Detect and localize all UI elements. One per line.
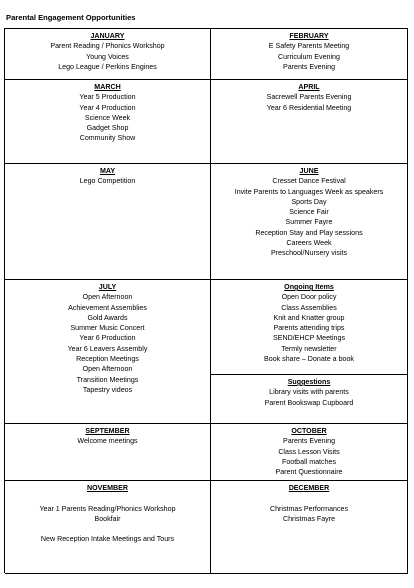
list-item: Parents Evening — [282, 62, 336, 71]
list-item: Library visits with parents — [269, 388, 349, 397]
list-item: Cresset Dance Festival — [272, 177, 346, 186]
list-item: Tapestry videos — [82, 385, 133, 394]
list-item: Parent Reading / Phonics Workshop — [50, 42, 165, 51]
page-title: Parental Engagement Opportunities — [6, 13, 136, 22]
list-item: Year 5 Production — [79, 93, 136, 102]
list-item: Parents Evening — [282, 437, 336, 446]
spacer — [211, 493, 407, 503]
cell-heading: SEPTEMBER — [85, 427, 130, 435]
list-item: Sports Day — [291, 197, 327, 206]
list-item: Community Show — [79, 134, 136, 143]
list-item: Book share – Donate a book — [264, 355, 354, 364]
cell-heading: FEBRUARY — [289, 32, 329, 40]
cell-heading: MAY — [99, 167, 116, 175]
list-item: Curriculum Evening — [278, 52, 340, 61]
cell-may — [5, 164, 211, 280]
cell-suggestions — [211, 375, 408, 424]
list-item: Sacrewell Parents Evening — [266, 93, 352, 102]
cell-heading: MARCH — [94, 83, 121, 91]
list-item: Parent Bookswap Cupboard — [264, 398, 354, 407]
list-item: Year 6 Residential Meeting — [266, 103, 352, 112]
cell-heading: JULY — [98, 283, 117, 291]
list-item: Invite Parents to Languages Week as speakers — [234, 187, 384, 196]
cell-heading: JANUARY — [90, 32, 125, 40]
list-item: Summer Music Concert — [70, 324, 145, 333]
list-item: Science Week — [84, 113, 131, 122]
list-item: Parents attending trips — [273, 324, 345, 333]
cell-july — [5, 280, 211, 424]
list-item: Gold Awards — [87, 313, 128, 322]
list-item: Reception Stay and Play sessions — [255, 228, 363, 237]
list-item: Transition Meetings — [76, 375, 139, 384]
list-item: Bookfair — [94, 514, 121, 523]
list-item: Knit and Knatter group — [273, 313, 345, 322]
cell-october — [211, 424, 408, 481]
cell-december — [211, 481, 408, 574]
list-item: Year 4 Production — [79, 103, 136, 112]
cell-heading: APRIL — [298, 83, 320, 91]
cell-heading: Suggestions — [287, 378, 331, 386]
list-item: Class Assemblies — [281, 303, 337, 312]
list-item: Achievement Assemblies — [68, 303, 147, 312]
list-item: Open Afternoon — [82, 293, 133, 302]
cell-september — [5, 424, 211, 481]
cell-march — [5, 80, 211, 164]
list-item: SEND/EHCP Meetings — [272, 334, 345, 343]
cell-heading: DECEMBER — [288, 484, 330, 492]
list-item: Gadget Shop — [86, 124, 129, 133]
list-item: Lego League / Perkins Engines — [58, 62, 157, 71]
list-item: Year 1 Parents Reading/Phonics Workshop — [39, 504, 176, 513]
list-item: Young Voices — [86, 52, 129, 61]
cell-heading: NOVEMBER — [87, 484, 128, 492]
list-item: Open Door policy — [281, 293, 337, 302]
cell-april — [211, 80, 408, 164]
cell-january — [5, 29, 211, 80]
list-item: Open Afternoon — [82, 365, 133, 374]
cell-heading: Ongoing Items — [284, 283, 334, 291]
cell-heading: OCTOBER — [291, 427, 327, 435]
list-item: Christmas Performances — [269, 504, 349, 513]
engagement-table — [4, 28, 408, 573]
list-item: Careers Week — [286, 239, 332, 248]
list-item: Class Lesson Visits — [278, 447, 340, 456]
list-item: Science Fair — [289, 208, 329, 217]
cell-november — [5, 481, 211, 574]
cell-heading: JUNE — [299, 167, 319, 175]
spacer — [5, 493, 210, 503]
list-item: Reception Meetings — [76, 355, 139, 364]
list-item: Year 6 Production — [79, 334, 136, 343]
list-item: New Reception Intake Meetings and Tours — [40, 535, 175, 544]
list-item: Year 6 Leavers Assembly — [67, 344, 148, 353]
list-item: Welcome meetings — [77, 437, 138, 446]
cell-february — [211, 29, 408, 80]
list-item: Parent Questionnaire — [275, 468, 343, 477]
spacer — [5, 524, 210, 534]
list-item: Preschool/Nursery visits — [270, 249, 348, 258]
list-item: Football matches — [281, 457, 337, 466]
cell-june — [211, 164, 408, 280]
list-item: E Safety Parents Meeting — [268, 42, 350, 51]
list-item: Summer Fayre — [285, 218, 333, 227]
list-item: Christmas Fayre — [282, 514, 336, 523]
list-item: Lego Competition — [79, 177, 136, 186]
cell-ongoing-items — [211, 280, 408, 375]
list-item: Termly newsletter — [281, 344, 337, 353]
